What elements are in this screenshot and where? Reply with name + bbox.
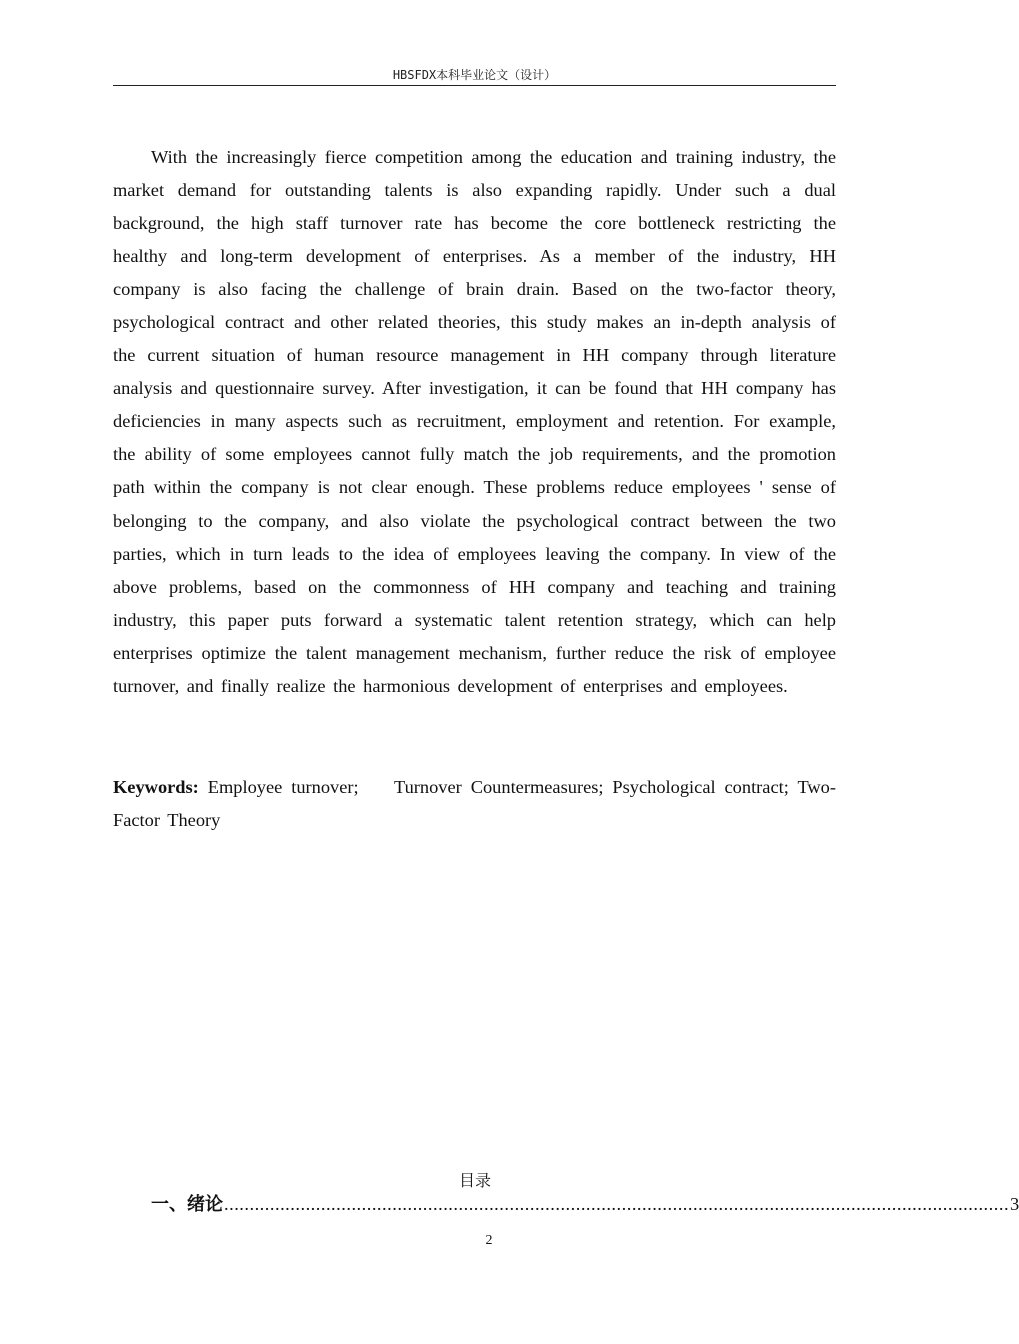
toc-entry-label: 一、绪论: [151, 1194, 223, 1215]
abstract-paragraph: With the increasingly fierce competition among the education and training industry, the market demand for outstanding talents is also expanding rapidly. Under such a dual background, the high staff turnover rate has become the core bottleneck restricting the healthy and long-term development of enterprises. As a member of the industry, HH company is also facing the challenge of brain drain. Based on the two-factor theory, psychological contract and other related theories, this study makes an in-depth analysis of the current situation of human resource management in HH company through literature analysis and questionnaire survey. After investigation, it can be found that HH company has deficiencies in many aspects such as recruitment, employment and retention. For example, the ability of some employees cannot fully match the job requirements, and the promotion path within the company is not clear enough. These problems reduce employees ' sense of belonging to the company, and also violate the psychological contract between the two parties, which in turn leads to the idea of employees leaving the company. In view of the above problems, based on the commonness of HH company and teaching and training industry, this paper puts forward a systematic talent retention strategy, which can help enterprises optimize the talent management mechanism, further reduce the risk of employee turnover, and finally realize the harmonious development of enterprises and employees.: [113, 147, 836, 696]
keywords-list: Employee turnover; Turnover Countermeasures; Psychological contract; Two-Factor Theory: [113, 777, 836, 830]
toc-entry-page: 3: [1010, 1194, 1019, 1214]
toc-title: 目录: [458, 1171, 491, 1190]
toc-entry[interactable]: [151, 1190, 1019, 1219]
page-number: 2: [485, 1233, 493, 1248]
keywords-line: [113, 771, 836, 837]
toc-entry-leader: ..........................................................................................................................................................: [224, 1194, 1010, 1214]
running-header: HBSFDX本科毕业论文（设计）: [113, 66, 836, 86]
keywords-label: Keywords:: [113, 777, 199, 797]
